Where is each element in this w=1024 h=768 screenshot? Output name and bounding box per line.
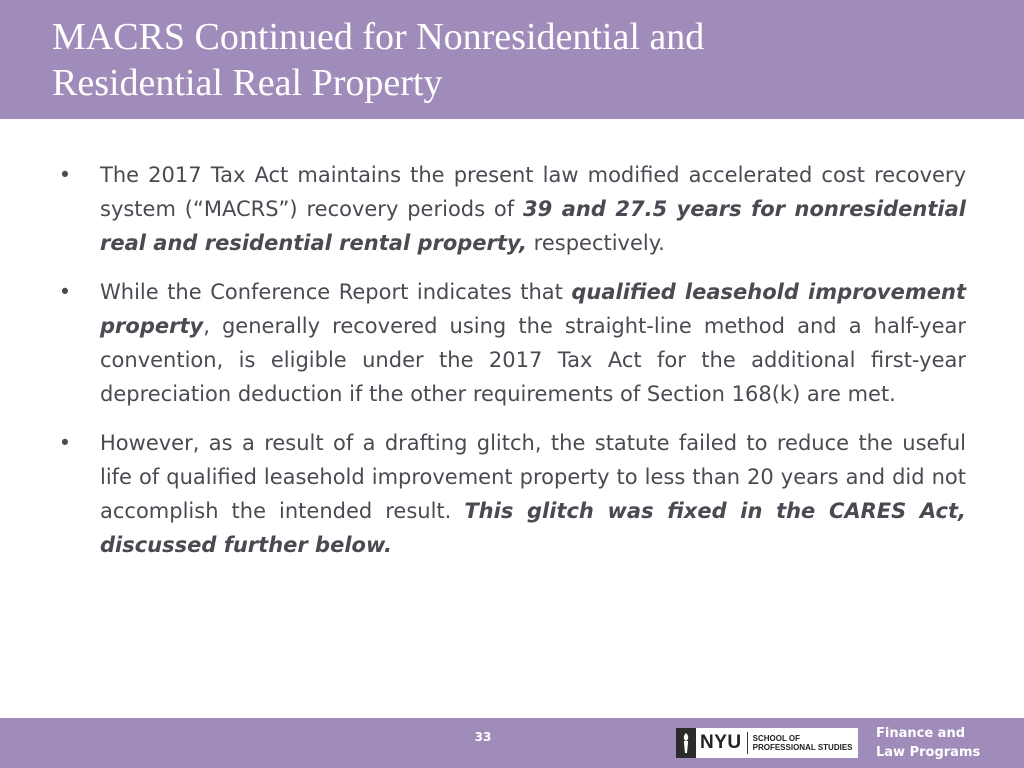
bullet-item-1 bbox=[58, 158, 966, 260]
logo-divider bbox=[747, 732, 748, 754]
bullet-dot-icon: • bbox=[58, 280, 72, 304]
program-name-line1: Finance and bbox=[876, 726, 966, 741]
logo-school-line1: SCHOOL OF bbox=[752, 734, 801, 743]
bullet-3-emphasis: This glitch was fixed in the CARES Act, discussed further below. bbox=[100, 499, 966, 557]
logo-nyu-text: NYU bbox=[700, 732, 742, 753]
bullet-3-text: However, as a result of a drafting glitch, the statute failed to reduce the useful life of qualified leasehold improvement property to less than 20 years and did not accomplish the intended result. bbox=[100, 431, 966, 523]
bullet-list bbox=[58, 158, 966, 577]
bullet-dot-icon: • bbox=[58, 163, 72, 187]
torch-icon bbox=[676, 728, 696, 758]
bullet-1-text-end: respectively. bbox=[526, 231, 665, 255]
title-bar bbox=[0, 0, 1024, 119]
logo-school-name bbox=[753, 734, 853, 752]
bullet-1-emphasis: 39 and 27.5 years for nonresidential real and residential rental property, bbox=[100, 197, 966, 255]
bullet-item-3 bbox=[58, 426, 966, 562]
page-number: 33 bbox=[474, 730, 492, 744]
nyu-sps-logo bbox=[676, 728, 858, 758]
bullet-1-text: The 2017 Tax Act maintains the present law modified accelerated cost recovery system (“MACRS”) recovery periods of bbox=[100, 163, 966, 221]
footer-bar bbox=[0, 718, 1024, 768]
program-name bbox=[876, 724, 1016, 762]
bullet-2-text: While the Conference Report indicates that bbox=[100, 280, 572, 304]
slide-title bbox=[52, 14, 992, 106]
bullet-item-2 bbox=[58, 275, 966, 411]
slide-title-line2: Residential Real Property bbox=[52, 62, 443, 104]
slide-title-line1: MACRS Continued for Nonresidential and bbox=[52, 16, 705, 58]
bullet-2-text-end: , generally recovered using the straight-line method and a half-year convention, is eligible under the 2017 Tax Act for the additional first-year depreciation deduction if the other requirements of Section 168(k) are met. bbox=[100, 314, 966, 406]
logo-school-line2: PROFESSIONAL STUDIES bbox=[752, 743, 853, 752]
bullet-2-emphasis: qualified leasehold improvement property bbox=[100, 280, 966, 338]
program-name-line2: Law Programs bbox=[876, 745, 981, 760]
bullet-dot-icon: • bbox=[58, 431, 72, 455]
